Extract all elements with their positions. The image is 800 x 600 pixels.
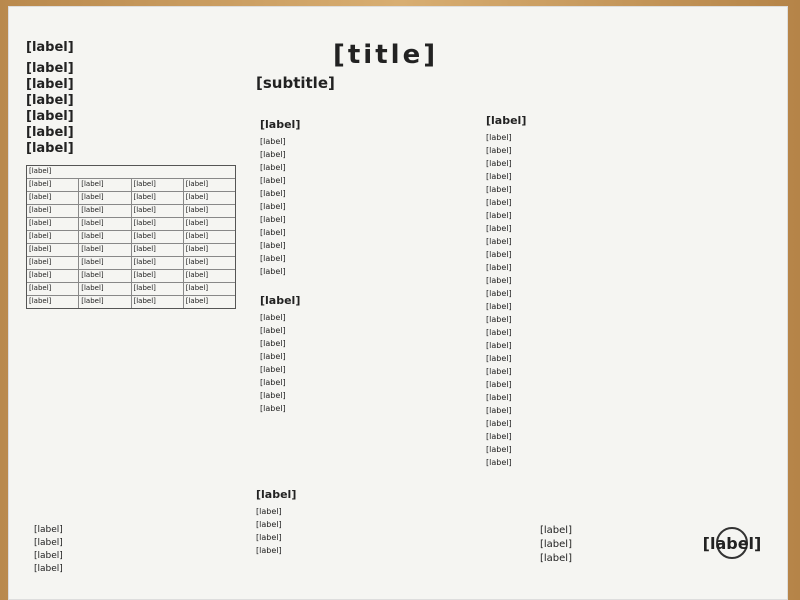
table-row bbox=[27, 256, 235, 269]
table-cell: [label] bbox=[183, 257, 235, 269]
table-cell: [label] bbox=[131, 283, 183, 295]
footer-line: [label] bbox=[540, 553, 572, 564]
text-line: [label] bbox=[260, 189, 286, 198]
text-line: [label] bbox=[486, 263, 512, 272]
text-line: [label] bbox=[486, 198, 512, 207]
text-line: [label] bbox=[260, 137, 286, 146]
table-cell: [label] bbox=[78, 231, 130, 243]
footer-row: [label] bbox=[34, 564, 63, 574]
text-line: [label] bbox=[486, 432, 512, 441]
bottom-box bbox=[256, 486, 478, 557]
text-line: [label] bbox=[256, 546, 282, 555]
table-row bbox=[27, 178, 235, 191]
bottom-text bbox=[256, 505, 478, 557]
table-cell: [label] bbox=[183, 244, 235, 256]
text-line: [label] bbox=[486, 211, 512, 220]
table-row bbox=[27, 269, 235, 282]
table-row bbox=[27, 217, 235, 230]
text-line: [label] bbox=[486, 185, 512, 194]
table-row bbox=[27, 204, 235, 217]
table-header-cell: [label] bbox=[29, 167, 52, 175]
text-line: [label] bbox=[486, 289, 512, 298]
table-row bbox=[27, 191, 235, 204]
table-cell: [label] bbox=[183, 231, 235, 243]
table-cell: [label] bbox=[29, 284, 52, 292]
text-line: [label] bbox=[260, 202, 286, 211]
table-cell: [label] bbox=[183, 283, 235, 295]
info-row-3: [label] bbox=[26, 93, 74, 108]
section-title: [label] bbox=[260, 294, 301, 307]
table-cell: [label] bbox=[29, 297, 52, 305]
table-cell: [label] bbox=[131, 296, 183, 308]
footer-line: [label] bbox=[540, 525, 572, 536]
left-info-block bbox=[26, 40, 236, 309]
text-line: [label] bbox=[260, 352, 286, 361]
table-cell: [label] bbox=[131, 218, 183, 230]
footer-row: [label] bbox=[34, 525, 63, 535]
text-line: [label] bbox=[256, 533, 282, 542]
text-line: [label] bbox=[260, 241, 286, 250]
text-line: [label] bbox=[486, 354, 512, 363]
table-header-row bbox=[27, 166, 235, 178]
text-line: [label] bbox=[486, 315, 512, 324]
table-row bbox=[27, 295, 235, 308]
table-cell: [label] bbox=[183, 270, 235, 282]
text-line: [label] bbox=[260, 313, 286, 322]
table-cell: [label] bbox=[183, 205, 235, 217]
table-cell: [label] bbox=[131, 257, 183, 269]
text-line: [label] bbox=[486, 367, 512, 376]
table-cell: [label] bbox=[29, 232, 52, 240]
text-line: [label] bbox=[486, 419, 512, 428]
notice-panel bbox=[8, 6, 788, 600]
right-column bbox=[486, 112, 778, 469]
text-line: [label] bbox=[486, 302, 512, 311]
table-row bbox=[27, 282, 235, 295]
table-cell: [label] bbox=[29, 245, 52, 253]
table-cell: [label] bbox=[29, 193, 52, 201]
text-line: [label] bbox=[260, 326, 286, 335]
table-row bbox=[27, 243, 235, 256]
text-line: [label] bbox=[486, 159, 512, 168]
text-line: [label] bbox=[486, 406, 512, 415]
section-title: [label] bbox=[486, 114, 527, 127]
table-cell: [label] bbox=[78, 192, 130, 204]
text-line: [label] bbox=[260, 404, 286, 413]
text-line: [label] bbox=[486, 276, 512, 285]
text-line: [label] bbox=[486, 172, 512, 181]
page-title: [title] bbox=[333, 40, 439, 70]
text-line: [label] bbox=[260, 254, 286, 263]
page-subtitle: [subtitle] bbox=[256, 74, 335, 92]
footer-row: [label] bbox=[34, 551, 63, 561]
table-cell: [label] bbox=[131, 205, 183, 217]
info-row-4: [label] bbox=[26, 109, 74, 124]
text-line: [label] bbox=[486, 341, 512, 350]
text-line: [label] bbox=[486, 445, 512, 454]
footer-line: [label] bbox=[540, 539, 572, 550]
text-line: [label] bbox=[260, 215, 286, 224]
table-cell: [label] bbox=[29, 180, 52, 188]
section-text bbox=[486, 131, 778, 469]
left-footer bbox=[34, 524, 234, 576]
table-cell: [label] bbox=[183, 218, 235, 230]
table-cell: [label] bbox=[183, 179, 235, 191]
middle-column bbox=[260, 116, 478, 415]
table-cell: [label] bbox=[78, 244, 130, 256]
table-cell: [label] bbox=[29, 271, 52, 279]
text-line: [label] bbox=[486, 328, 512, 337]
text-line: [label] bbox=[260, 267, 286, 276]
info-row-1: [label] bbox=[26, 61, 74, 76]
text-line: [label] bbox=[256, 520, 282, 529]
text-line: [label] bbox=[260, 176, 286, 185]
text-line: [label] bbox=[260, 228, 286, 237]
section-text bbox=[260, 311, 478, 415]
text-line: [label] bbox=[486, 250, 512, 259]
table-cell: [label] bbox=[131, 192, 183, 204]
text-line: [label] bbox=[260, 163, 286, 172]
text-line: [label] bbox=[486, 458, 512, 467]
text-line: [label] bbox=[486, 393, 512, 402]
table-cell: [label] bbox=[78, 257, 130, 269]
table-cell: [label] bbox=[78, 179, 130, 191]
text-line: [label] bbox=[486, 224, 512, 233]
table-cell: [label] bbox=[78, 283, 130, 295]
left-header: [label] bbox=[26, 40, 74, 55]
info-row-5: [label] bbox=[26, 125, 74, 140]
seal-stamp: [label] bbox=[716, 527, 748, 559]
table-cell: [label] bbox=[78, 296, 130, 308]
footer-row: [label] bbox=[34, 538, 63, 548]
bottom-title: [label] bbox=[256, 488, 297, 501]
analysis-table bbox=[26, 165, 236, 309]
table-cell: [label] bbox=[78, 270, 130, 282]
text-line: [label] bbox=[486, 237, 512, 246]
table-cell: [label] bbox=[131, 244, 183, 256]
table-row bbox=[27, 230, 235, 243]
info-row-2: [label] bbox=[26, 77, 74, 92]
text-line: [label] bbox=[486, 146, 512, 155]
table-cell: [label] bbox=[29, 219, 52, 227]
text-line: [label] bbox=[260, 391, 286, 400]
text-line: [label] bbox=[256, 507, 282, 516]
text-line: [label] bbox=[486, 380, 512, 389]
table-cell: [label] bbox=[131, 231, 183, 243]
text-line: [label] bbox=[260, 378, 286, 387]
table-cell: [label] bbox=[78, 218, 130, 230]
text-line: [label] bbox=[260, 339, 286, 348]
table-cell: [label] bbox=[131, 270, 183, 282]
table-cell: [label] bbox=[78, 205, 130, 217]
text-line: [label] bbox=[260, 150, 286, 159]
table-cell: [label] bbox=[183, 192, 235, 204]
table-cell: [label] bbox=[29, 206, 52, 214]
text-line: [label] bbox=[486, 133, 512, 142]
table-cell: [label] bbox=[131, 179, 183, 191]
text-line: [label] bbox=[260, 365, 286, 374]
table-cell: [label] bbox=[29, 258, 52, 266]
table-cell: [label] bbox=[183, 296, 235, 308]
info-row-6: [label] bbox=[26, 141, 74, 156]
section-title: [label] bbox=[260, 118, 301, 131]
section-text bbox=[260, 135, 478, 278]
